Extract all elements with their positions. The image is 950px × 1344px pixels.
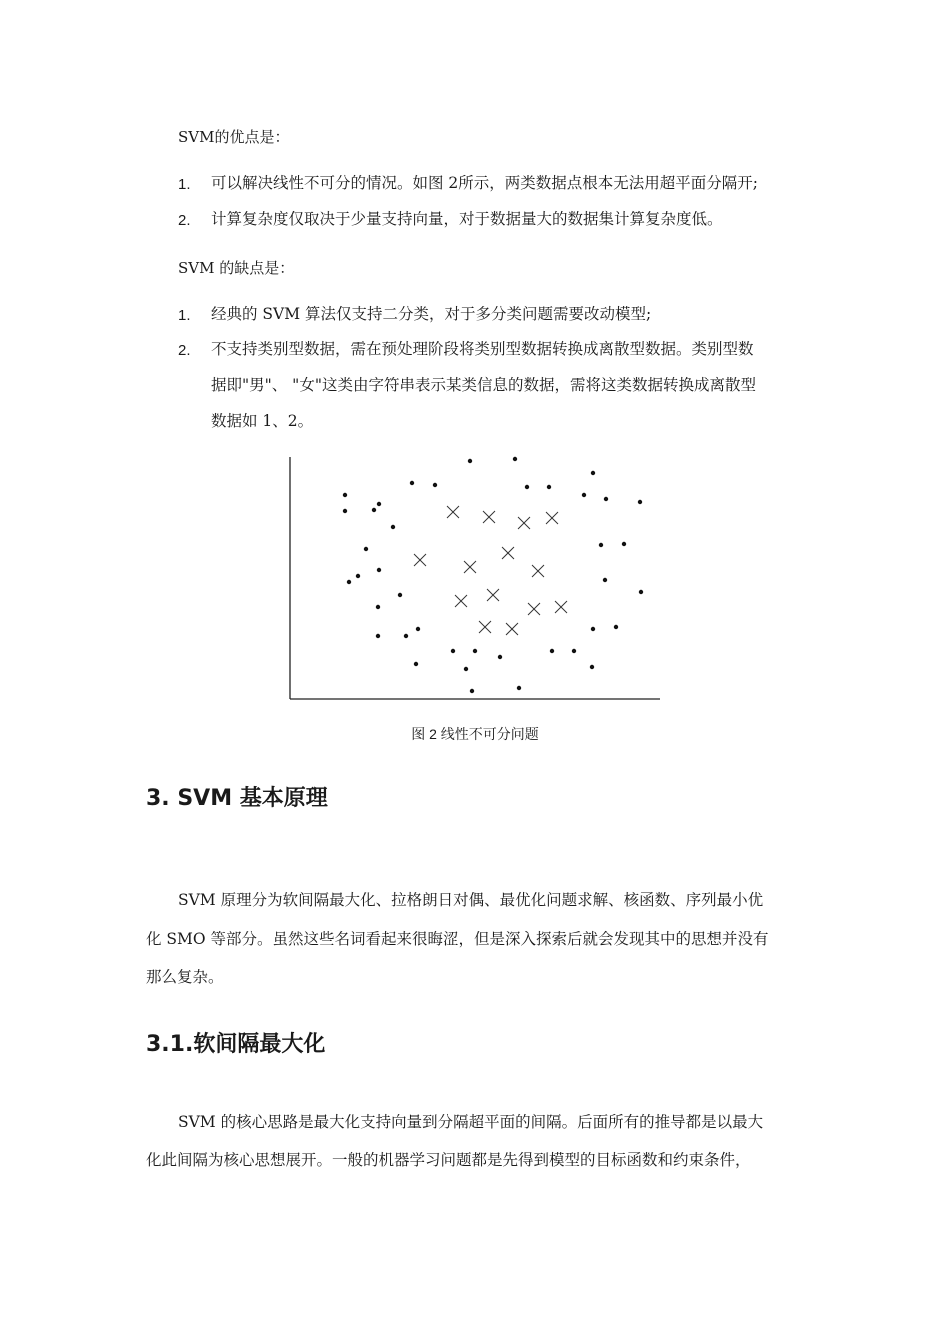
data-point-dot — [591, 627, 595, 631]
data-point-dot — [582, 493, 586, 497]
data-point-dot — [599, 543, 603, 547]
list-text: 数据如 1、2。 — [211, 412, 314, 430]
data-point-dot — [377, 568, 381, 572]
list-text: 计算复杂度仅取决于少量支持向量，对于数据量大的数据集计算复杂度低。 — [211, 210, 723, 228]
data-point-dot — [404, 634, 408, 638]
data-point-cross — [532, 565, 544, 577]
data-point-dot — [513, 457, 517, 461]
data-point-dot — [525, 485, 529, 489]
data-point-cross — [506, 623, 518, 635]
data-point-dot — [377, 502, 381, 506]
data-point-dot — [343, 493, 347, 497]
list-number: 2. — [178, 342, 191, 359]
data-point-dot — [372, 508, 376, 512]
data-point-dot — [591, 471, 595, 475]
data-point-dot — [638, 500, 642, 504]
data-point-dot — [468, 459, 472, 463]
subsection-title: 3.1.软间隔最大化 — [146, 1032, 326, 1057]
data-point-dot — [603, 578, 607, 582]
data-point-dot — [376, 605, 380, 609]
list-text: 经典的 SVM 算法仅支持二分类，对于多分类问题需要改动模型; — [211, 305, 652, 323]
data-point-cross — [502, 547, 514, 559]
data-point-cross — [487, 589, 499, 601]
disadvantages-heading: SVM 的缺点是： — [178, 259, 295, 277]
data-point-dot — [604, 497, 608, 501]
data-point-dot — [364, 547, 368, 551]
list-text: 可以解决线性不可分的情况。如图 2所示，两类数据点根本无法用超平面分隔开; — [211, 174, 759, 192]
data-point-dot — [347, 580, 351, 584]
paragraph-line: SVM 原理分为软间隔最大化、拉格朗日对偶、最优化问题求解、核函数、序列最小优 — [178, 891, 764, 909]
scatter-figure — [285, 452, 665, 707]
data-point-dot — [498, 655, 502, 659]
data-point-dot — [639, 590, 643, 594]
data-point-dot — [470, 689, 474, 693]
data-point-dot — [376, 634, 380, 638]
data-point-dot — [464, 667, 468, 671]
data-point-dot — [590, 665, 594, 669]
data-point-dot — [547, 485, 551, 489]
data-point-dot — [614, 625, 618, 629]
data-point-cross — [546, 512, 558, 524]
list-text: 据即"男"、 "女"这类由字符串表示某类信息的数据，需将这类数据转换成离散型 — [211, 376, 756, 394]
data-point-cross — [555, 601, 567, 613]
paragraph-line: 化此间隔为核心思想展开。一般的机器学习问题都是先得到模型的目标函数和约束条件， — [146, 1151, 751, 1169]
data-point-dot — [410, 481, 414, 485]
list-number: 2. — [178, 212, 191, 229]
data-point-cross — [518, 517, 530, 529]
figure-marks — [343, 457, 643, 693]
data-point-cross — [528, 603, 540, 615]
data-point-dot — [517, 686, 521, 690]
list-number: 1. — [178, 176, 191, 193]
data-point-dot — [473, 649, 477, 653]
paragraph-line: 化 SMO 等部分。虽然这些名词看起来很晦涩，但是深入探索后就会发现其中的思想并没有 — [146, 930, 769, 948]
figure-caption: 图 2 线性不可分问题 — [411, 726, 539, 742]
data-point-dot — [414, 662, 418, 666]
data-point-cross — [483, 511, 495, 523]
paragraph-line: 那么复杂。 — [146, 968, 224, 986]
data-point-dot — [356, 574, 360, 578]
data-point-dot — [550, 649, 554, 653]
data-point-dot — [343, 509, 347, 513]
data-point-dot — [433, 483, 437, 487]
data-point-dot — [398, 593, 402, 597]
data-point-dot — [451, 649, 455, 653]
data-point-cross — [414, 554, 426, 566]
data-point-dot — [572, 649, 576, 653]
data-point-cross — [447, 506, 459, 518]
data-point-dot — [622, 542, 626, 546]
data-point-dot — [391, 525, 395, 529]
section-title: 3. SVM 基本原理 — [146, 786, 328, 811]
data-point-dot — [416, 627, 420, 631]
paragraph-line: SVM 的核心思路是最大化支持向量到分隔超平面的间隔。后面所有的推导都是以最大 — [178, 1113, 764, 1131]
data-point-cross — [464, 561, 476, 573]
data-point-cross — [455, 595, 467, 607]
data-point-cross — [479, 621, 491, 633]
list-text: 不支持类别型数据，需在预处理阶段将类别型数据转换成离散型数据。类别型数 — [211, 340, 754, 358]
list-number: 1. — [178, 307, 191, 324]
advantages-heading: SVM的优点是： — [178, 128, 290, 146]
